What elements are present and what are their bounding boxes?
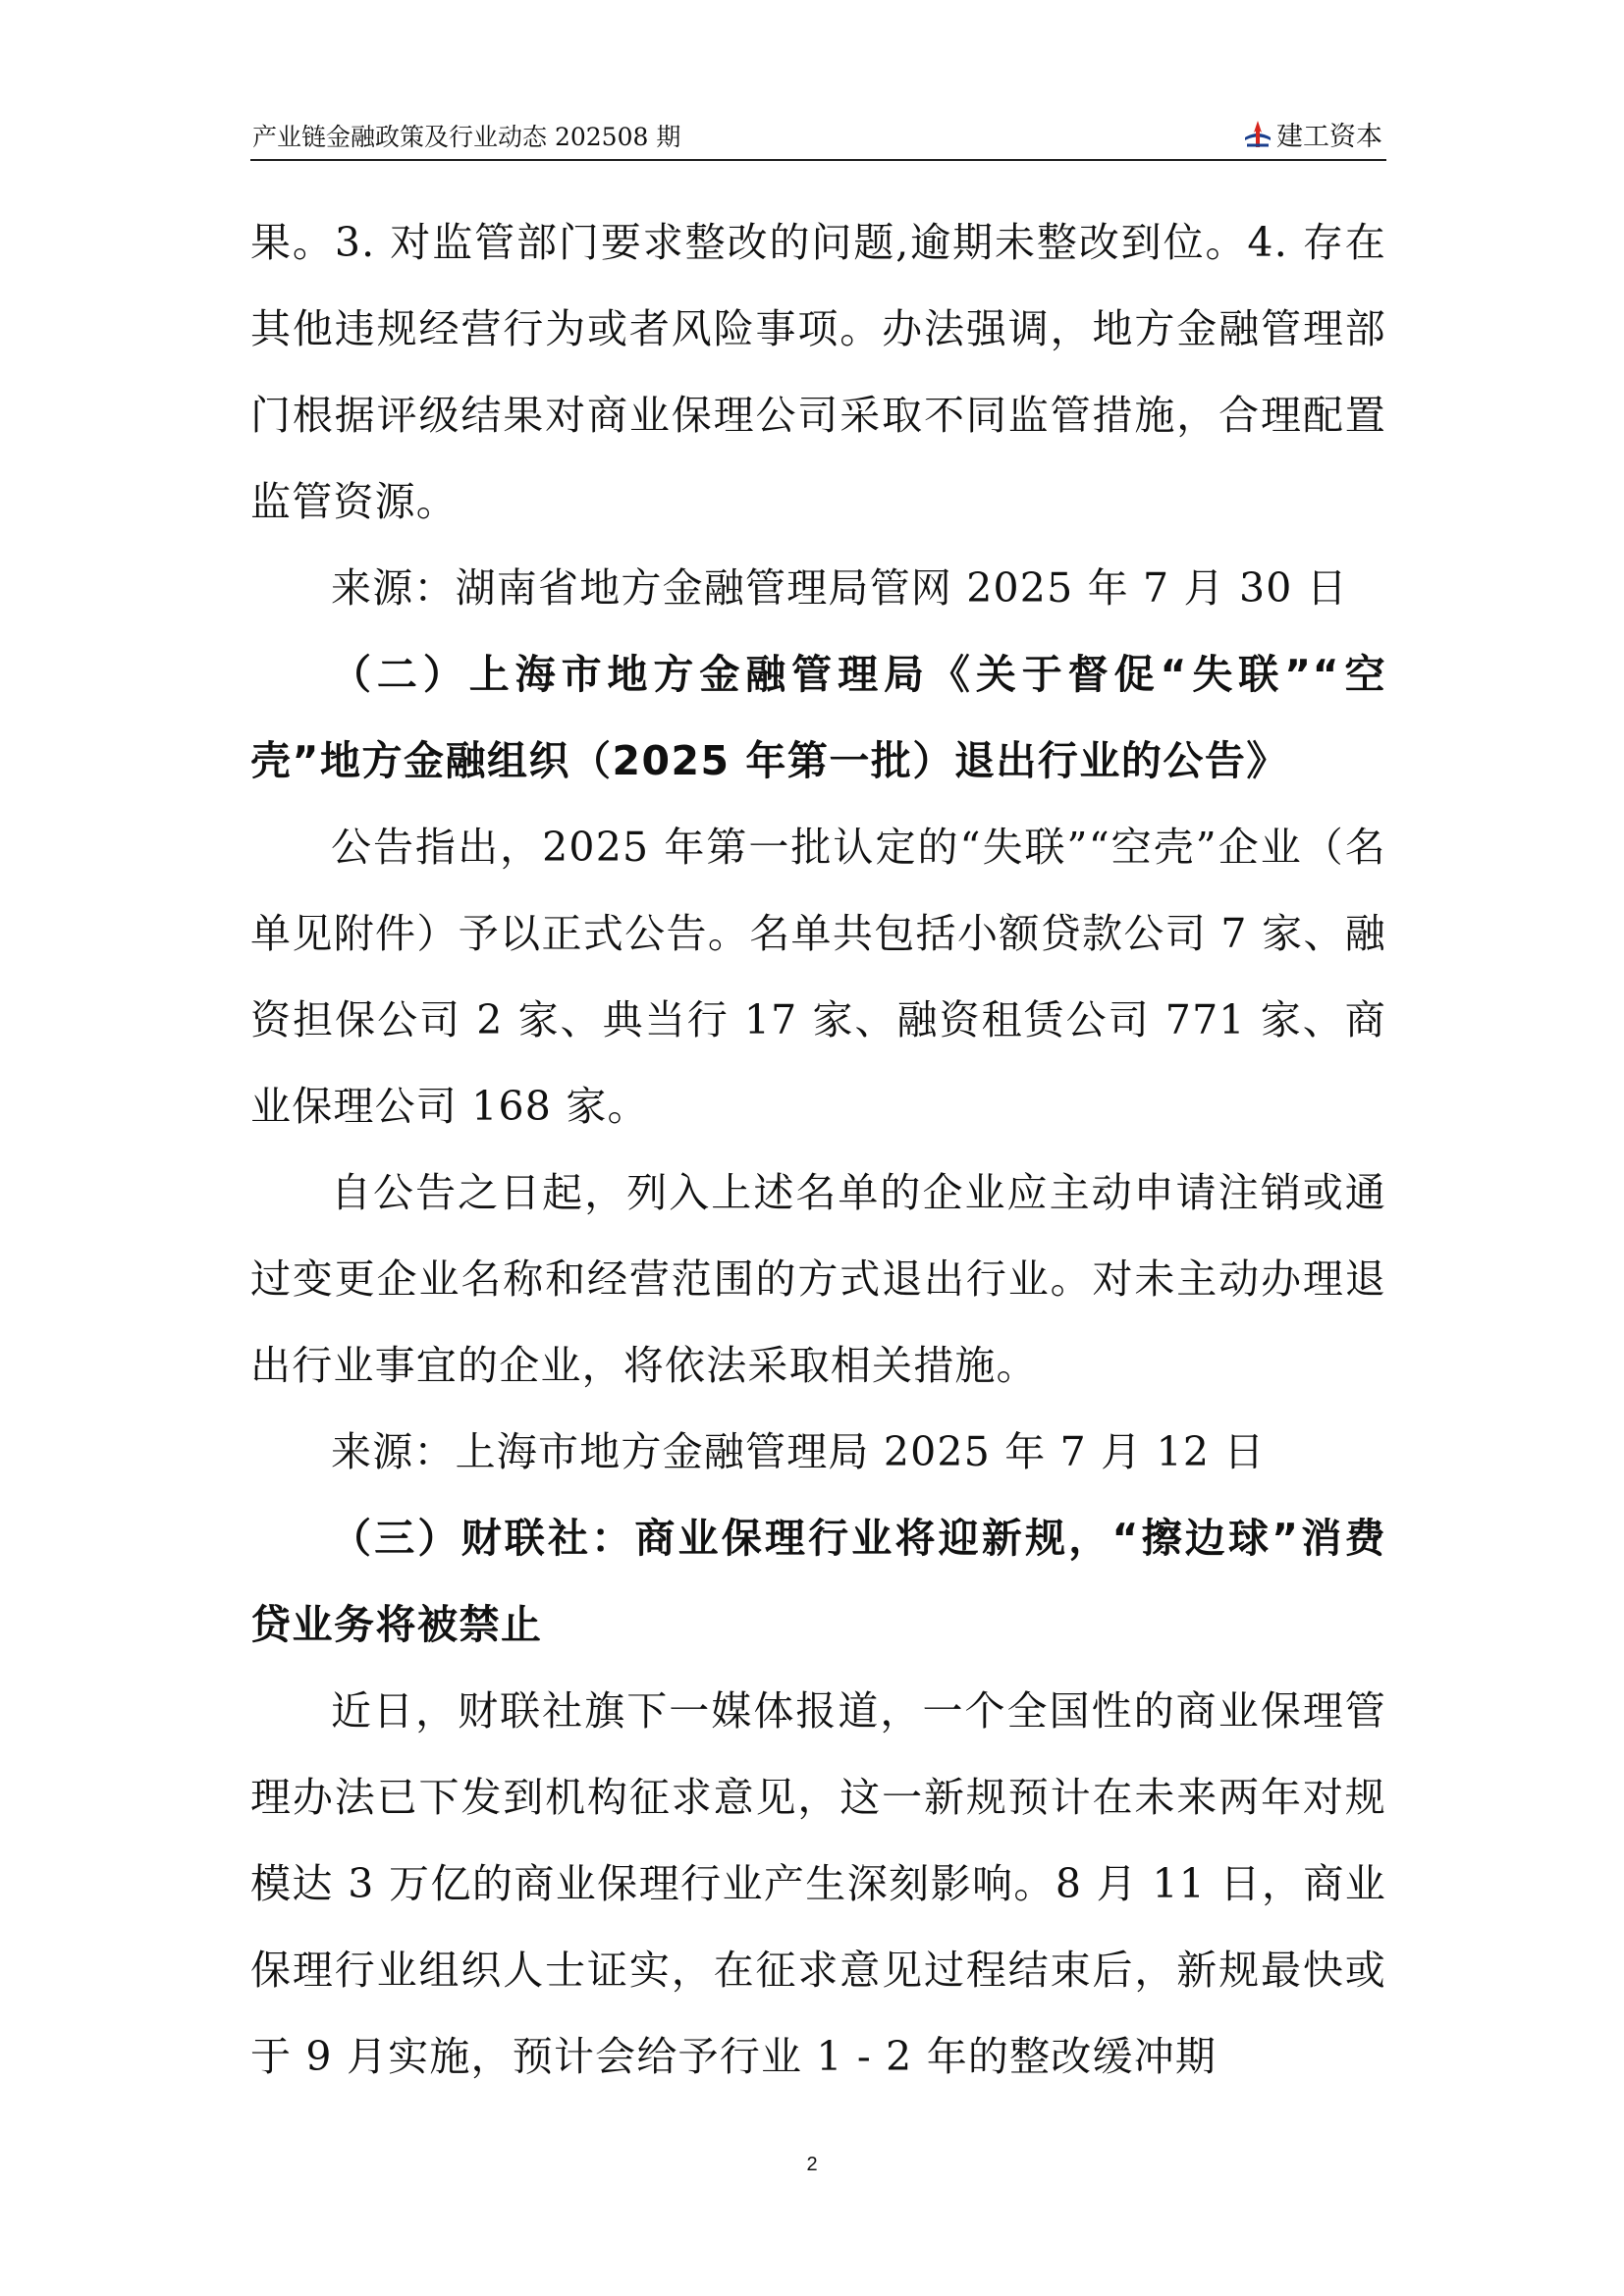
page-number: 2 bbox=[806, 2154, 818, 2175]
page-header bbox=[250, 112, 1386, 161]
section-heading: （三）财联社：商业保理行业将迎新规，“擦边球”消费贷业务将被禁止 bbox=[250, 1515, 1386, 1648]
header-brand bbox=[1241, 115, 1382, 153]
brand-name: 建工资本 bbox=[1276, 122, 1382, 152]
company-logo-icon bbox=[1241, 118, 1274, 151]
paragraph: 近日，财联社旗下一媒体报道，一个全国性的商业保理管理办法已下发到机构征求意见，这一新规预计在未来两年对规模达 3 万亿的商业保理行业产生深刻影响。8 月 11 日，商业保理行业组织人士证实，在征求意见过程结束后，新规最快或于 9 月实施，预计会给予行业 1 - 2 年的整改缓冲期 bbox=[250, 1687, 1386, 2080]
section-heading: （二）上海市地方金融管理局《关于督促“失联”“空壳”地方金融组织（2025 年第一批）退出行业的公告》 bbox=[250, 651, 1386, 784]
source-line: 来源：湖南省地方金融管理局管网 2025 年 7 月 30 日 bbox=[331, 564, 1348, 612]
header-title: 产业链金融政策及行业动态 202508 期 bbox=[252, 123, 681, 151]
paragraph-continued: 果。3. 对监管部门要求整改的问题,逾期未整改到位。4. 存在其他违规经营行为或者风险事项。办法强调，地方金融管理部门根据评级结果对商业保理公司采取不同监管措施，合理配置监管资源。 bbox=[250, 219, 1386, 525]
paragraph: 公告指出，2025 年第一批认定的“失联”“空壳”企业（名单见附件）予以正式公告。名单共包括小额贷款公司 7 家、融资担保公司 2 家、典当行 17 家、融资租赁公司 771 家、商业保理公司 168 家。 bbox=[250, 824, 1386, 1130]
document-body bbox=[250, 199, 1386, 2100]
paragraph: 自公告之日起，列入上述名单的企业应主动申请注销或通过变更企业名称和经营范围的方式退出行业。对未主动办理退出行业事宜的企业，将依法采取相关措施。 bbox=[250, 1169, 1386, 1389]
source-line: 来源：上海市地方金融管理局 2025 年 7 月 12 日 bbox=[331, 1428, 1266, 1475]
